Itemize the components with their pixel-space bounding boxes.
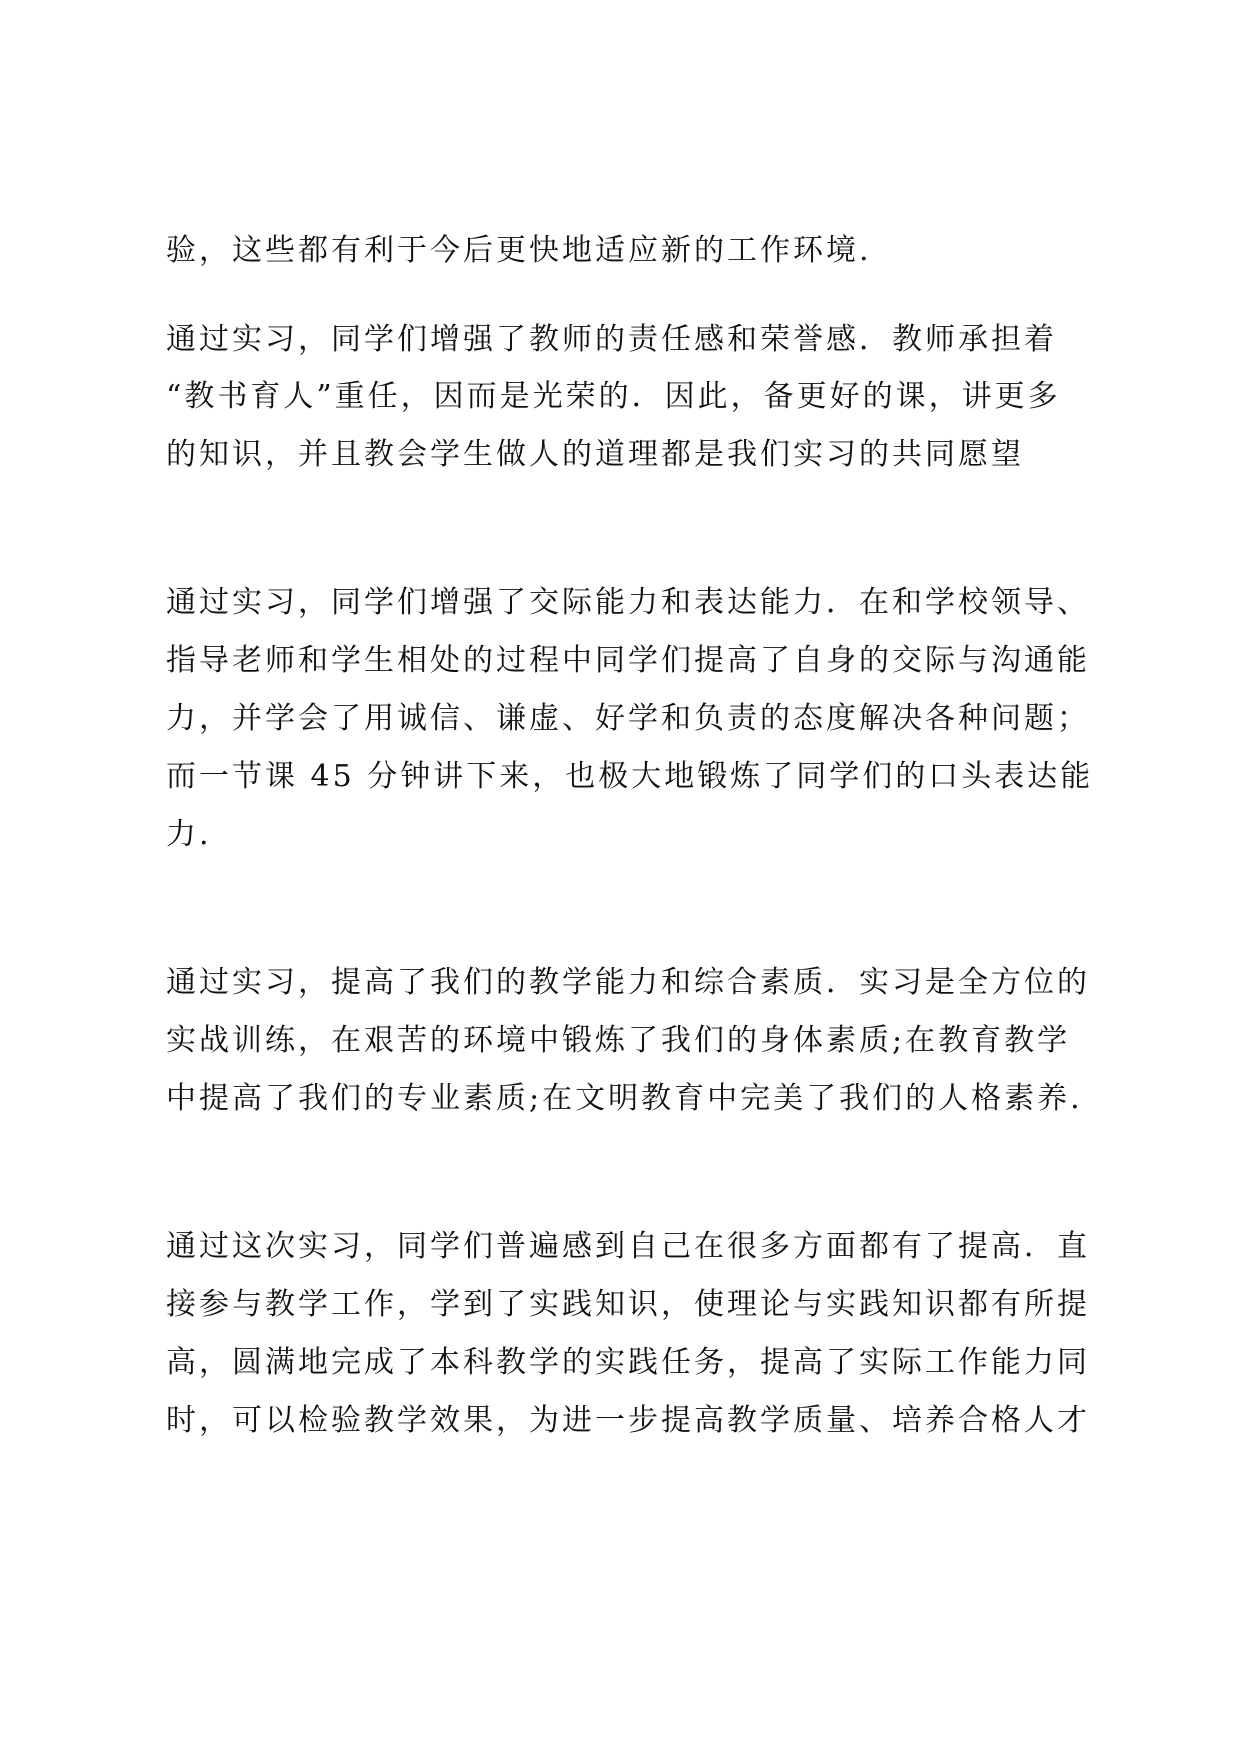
text-line: 高，圆满地完成了本科教学的实践任务，提高了实际工作能力同 [166,1345,1090,1380]
text-line: 的知识，并且教会学生做人的道理都是我们实习的共同愿望 [166,437,1024,472]
text-line: 时，可以检验教学效果，为进一步提高教学质量、培养合格人才 [166,1403,1090,1438]
text-line: 通过实习，提高了我们的教学能力和综合素质．实习是全方位的 [166,965,1090,1000]
text-line: 通过实习，同学们增强了教师的责任感和荣誉感．教师承担着 [166,322,1057,357]
text-line: “教书育人”重任，因而是光荣的．因此，备更好的课，讲更多 [166,379,1061,414]
text-line: 力，并学会了用诚信、谦虚、好学和负责的态度解决各种问题； [166,701,1090,736]
text-line: 通过这次实习，同学们普遍感到自己在很多方面都有了提高．直 [166,1229,1090,1264]
text-line: 通过实习，同学们增强了交际能力和表达能力．在和学校领导、 [166,585,1090,620]
text-line: 力. [166,817,212,852]
text-line: 而一节课 45 分钟讲下来，也极大地锻炼了同学们的口头表达能 [166,759,1094,794]
text-line: 中提高了我们的专业素质;在文明教育中完美了我们的人格素养. [166,1081,1083,1116]
text-line: 接参与教学工作，学到了实践知识，使理论与实践知识都有所提 [166,1287,1090,1322]
text-line: 指导老师和学生相处的过程中同学们提高了自身的交际与沟通能 [166,643,1090,678]
text-line: 实战训练，在艰苦的环境中锻炼了我们的身体素质;在教育教学 [166,1023,1071,1058]
text-line: 验，这些都有利于今后更快地适应新的工作环境. [166,233,872,268]
